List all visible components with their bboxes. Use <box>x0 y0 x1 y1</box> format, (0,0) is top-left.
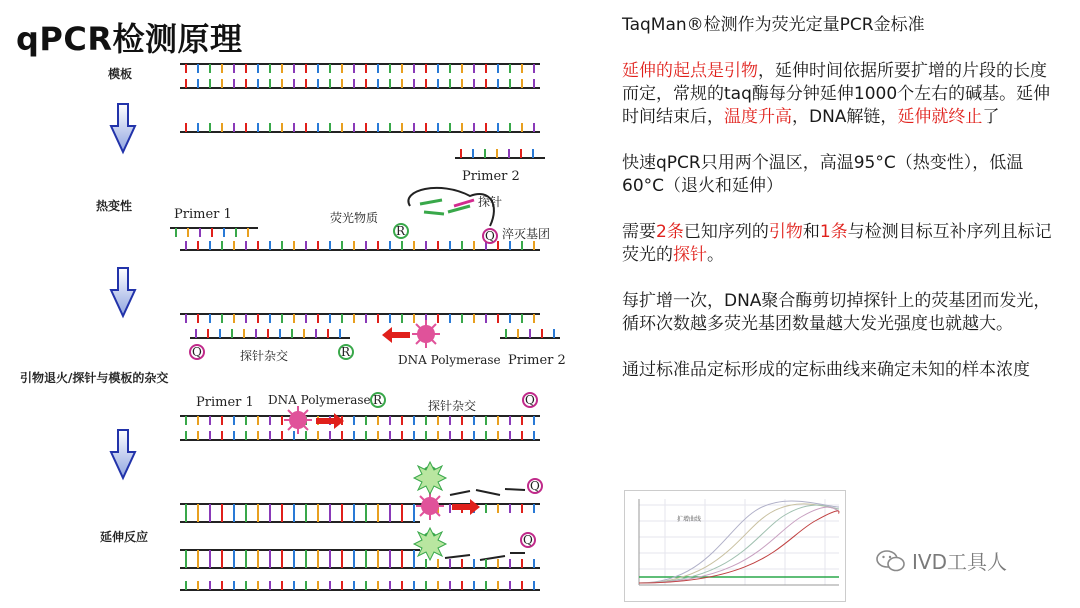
polymerase-icon <box>284 406 312 434</box>
wechat-icon <box>876 549 906 573</box>
amplification-curve-thumbnail <box>624 490 846 602</box>
quencher-label: 淬灭基团 <box>502 227 551 241</box>
quencher-marker <box>190 345 204 359</box>
down-arrow-icon <box>111 430 135 478</box>
quencher-marker <box>521 533 535 547</box>
quencher-marker <box>523 393 537 407</box>
fluorescence-burst-icon <box>414 528 446 560</box>
direction-arrow-icon <box>382 327 410 343</box>
stage-label-denature: 热变性 <box>96 199 133 213</box>
watermark-text: IVD工具人 <box>912 550 1007 574</box>
probe-hybrid-label: 探针杂交 <box>240 349 289 363</box>
svg-text:Q: Q <box>523 533 533 547</box>
primer2-label: Primer 2 <box>508 353 566 368</box>
dna-base-ticks <box>176 64 554 590</box>
primer1-label: Primer 1 <box>174 207 232 222</box>
stage-label-extend: 延伸反应 <box>100 530 149 544</box>
paragraph-temperature: 快速qPCR只用两个温区，高温95°C（热变性），低温60°C（退火和延伸） <box>622 153 1024 196</box>
stage-label-template: 模板 <box>108 67 133 81</box>
paragraph-standard-curve: 通过标准品定标形成的定标曲线来确定未知的样本浓度 <box>622 360 1030 380</box>
polymerase-icon <box>412 320 440 348</box>
svg-text:Q: Q <box>525 393 535 407</box>
polymerase-label: DNA Polymerase <box>398 353 501 367</box>
fluor-label: 荧光物质 <box>330 211 379 225</box>
svg-text:Q: Q <box>530 479 540 493</box>
reporter-marker <box>394 224 408 238</box>
svg-text:Q: Q <box>192 345 202 359</box>
stage-label-anneal: 引物退火/探针与模板的杂交 <box>20 371 169 385</box>
reporter-marker <box>339 345 353 359</box>
polymerase-icon <box>416 492 444 520</box>
primer1-label: Primer 1 <box>196 395 254 410</box>
chart-legend-label: 扩增曲线 <box>677 516 702 523</box>
probe-label: 探针 <box>478 195 503 209</box>
svg-text:Q: Q <box>485 229 495 243</box>
explanation-text <box>622 14 1062 405</box>
probe-hybrid-label: 探针杂交 <box>428 399 477 413</box>
fluorescence-burst-icon <box>414 462 446 494</box>
page-title: qPCR检测原理 <box>16 20 243 58</box>
watermark <box>876 546 1007 575</box>
svg-text:R: R <box>396 224 406 238</box>
quencher-marker <box>483 229 497 243</box>
svg-text:R: R <box>373 393 383 407</box>
svg-text:R: R <box>341 345 351 359</box>
paragraph-primers-probe: 需要2条已知序列的引物和1条与检测目标互补序列且标记荧光的探针。 <box>622 222 1052 265</box>
down-arrow-icon <box>111 104 135 152</box>
quencher-marker <box>528 479 542 493</box>
polymerase-label: DNA Polymerase <box>268 393 371 407</box>
paragraph-amplification: 每扩增一次，DNA聚合酶剪切掉探针上的荧基团而发光，循环次数越多荧光基团数量越大发光强度也就越大。 <box>622 291 1051 334</box>
paragraph-taqman: TaqMan®检测作为荧光定量PCR金标准 <box>622 15 925 35</box>
direction-arrow-icon <box>452 499 480 515</box>
primer2-label: Primer 2 <box>462 169 520 184</box>
down-arrow-icon <box>111 268 135 316</box>
paragraph-extension: 延伸的起点是引物，延伸时间依据所要扩增的片段的长度而定，常规的taq酶每分钟延伸1000个左右的碱基。延伸时间结束后，温度升高，DNA解链，延伸就终止了 <box>622 61 1051 127</box>
reporter-marker <box>371 393 385 407</box>
